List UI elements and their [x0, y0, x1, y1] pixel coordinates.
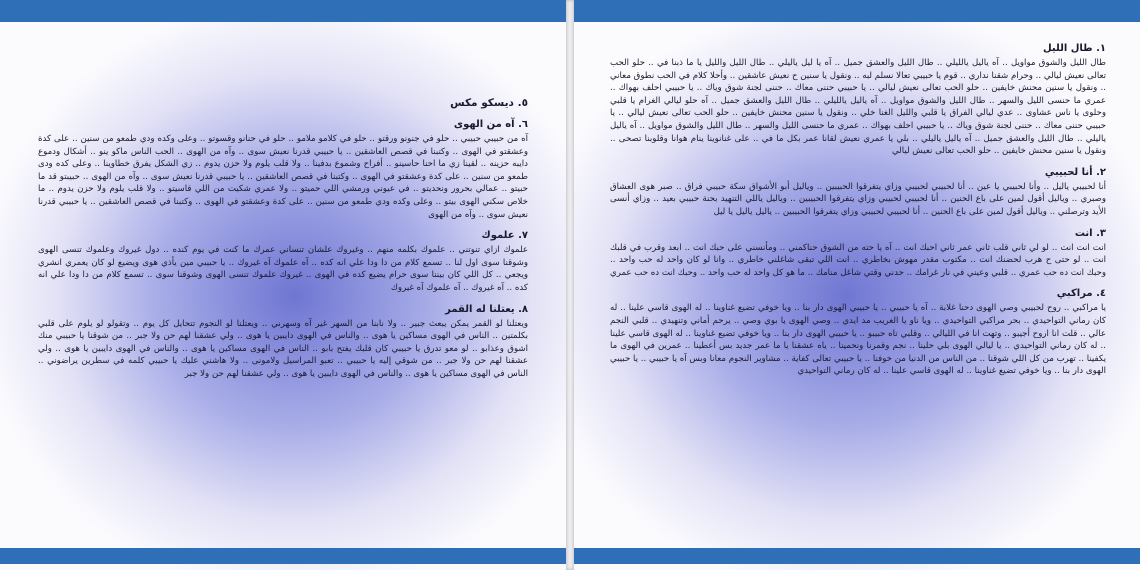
song-title: ٤. مراكبي — [1056, 288, 1106, 300]
song-lyrics: يا مراكبي .. روح لحبيبي وصي الهوى دحنا غلابة .. آه يا حبيبي .. يا حبيبي الهوى دار بنا .. ويا خوفي تضيع غناوينا .. له الهوى قاسي علينا .. له كان رماني التواحيدي .. بحر مراكبي التواحيدي .. ويا ناو يا الغريب مد ايدي .. وصي الهوى يا بوي وصي .. يرحم أماني وتنهيدي .. قلبي النجم عالي .. قلت انا اروح أجيبو .. وتهت انا في الليالي .. وقلبي تاه حبيبو .. يا حبيبي الهوى دار بنا .. ويا خوفي تضيع غناوينا .. له الهوى قاسي علينا .. له كان رماني التواحيدي .. يا ليالي الهوى بلي حلينا .. نجم وقمرنا ونحمينا .. ياه عشقنا يا ما عمر جديد بس أعطينا .. عمرين في الهوى ما يكفينا .. تهرب من كل اللي شوقنا .. من الناس من الدنيا من خوفنا .. يا حبيبي تعالى كفاية .. مشاوير النجوم معانا وبس آه يا حبيبي .. يا حبيبي الهوى دار بنا .. ويا خوفي تضيع غناوينا .. له الهوى قاسي علينا .. له كان رماني التواحيدي — [610, 303, 1106, 377]
song-title: ٧. علموك — [481, 230, 528, 242]
song-title: ٣. انت — [1074, 227, 1106, 239]
song-7 — [38, 229, 528, 294]
song-title: ٨. يعتلنا له القمر — [445, 303, 528, 315]
song-title: ٦. آه من الهوى — [453, 119, 528, 130]
bottom-border-bar-right — [574, 548, 1140, 564]
bottom-border-bar-left — [0, 548, 566, 564]
song-lyrics: انت انت انت .. لو لي ثاني قلب ثاني عمر ثاني احبك انت .. آه يا حته من الشوق حناكمني .. ومأنسني على حبك انت .. ابعد وقرب في قلبك انت .. لو حتى ح هرب لحضنك انت .. مكتوب مقدر مهوش بخاطري .. انت اللي تبقى شاغلني خاطري .. وانا لو كان واحد له حب واحد .. وحبك انت ده حب عمري .. قلبي وعيني في نار غرامك .. حدني وقتي شاغل منامك .. ما هو كل واحد له حب واحد .. وحبك انت ده حب عمري — [610, 242, 1106, 278]
song-title: ٢. أنا لحبيبي — [1044, 166, 1106, 178]
song-1 — [610, 42, 1106, 158]
song-lyrics: طال الليل والشوق مواويل .. آه ياليل يالليلي .. طال الليل والعشق جميل .. آه يا ليل ياليلي .. طال الليل والليل يا ما ذبنا في .. حلو الحب تعالى نعيش ليالي .. وحرام شقنا نداري .. قوم يا حبيبي تعالا نسلم لبه .. ونقول يا سنين ح نعيش عاشقين .. وأحلا كلام في الحب نطوق معاني .. ونقول يا سنين محنش خايفين .. حلو الحب تعالى نعيش ليالي .. يا حبيبي حننى معاك .. حننى لجنة شوق وياك .. يا حبيبي احلف بهواك .. عمري ما حنسى الليل والسهر .. طال الليل والشوق مواويل .. آه ياليل يالليلي .. طال الليل والعشق جميل .. آه حلو ليالي الغرام يا قلبي وحلوى يا ناس عشاوى .. عدي ليالي الفراق يا قلبي والليل الغنا خلي .. ونقول يا سنين محنش خايفين .. حلو الحب تعالى نعيش ليالي .. يا حبيبي حننى معاك .. حننى لجنة شوق وياك .. يا حبيبي احلف بهواك .. عمري ما حنسى الليل والسهر .. طال الليل والشوق مواويل .. آه ياليل ياليلي .. طال الليل والعشق جميل .. آه ياليل ياليلي .. بلي يا عمري نعيش لقانا عمر بكل ما في .. على غنانوينا ينام هوانا وقلوبنا تصحى .. ونقول يا سنين محنش خايفين .. حلو الحب تعالى نعيش ليالي — [610, 58, 1106, 157]
song-8 — [38, 303, 528, 381]
top-border-bar-left — [0, 0, 566, 22]
right-page-column — [610, 42, 1106, 386]
song-lyrics: أنا لحبيبي ياليل .. وأنا لحبيبي يا عين .. أنا لحبيبي لحبيبي وزاي يتفرقوا الحبيبين .. وياليل أبو الأشواق سكة حبيبي فراق .. صبر هوى العشاق وصبري .. وياليل أقول لمين على باع الحنين .. أنا لحبيبي لحبيبي وزاي يتفرقوا الحبيبين .. وياليل ياللي التنهيد بحنة حبيبي بعيد .. وزاي أنسى الأيد وترصلني .. وياليل أقول لمين على باع الحنين .. أنا لحبيبي لحبيبي وزاي يتفرقوا الحبيبين .. ياليل ياليل يا ليل — [610, 181, 1106, 217]
left-page — [0, 0, 566, 570]
song-6 — [38, 118, 528, 221]
song-lyrics: علموك ازاي تنوتني .. علموك بكلمه منهم .. وغيروك علشان تنساني عمرك ما كنت في يوم كنده .. دول غيروك وعلموك تنسى الهوى وشوقنا سوى اول لنا .. تسمع كلام من دا ودا علي انه كده .. آه علموك آه غيروك .. يا حبيبي مين يأذي هوى ويضيع لو كان يعمري انشري ويجعي .. كل اللي كان بيننا سوى حرام يضيع كده في الهوى .. غيروك علموك تنسى الهوى وشوقنا سوى .. تسمع كلام من دا ودا علي انه كده .. آه غيروك .. آه علموك آه غيروك — [38, 245, 528, 293]
song-2 — [610, 166, 1106, 219]
left-page-column — [38, 96, 528, 389]
song-title: ١. طال الليل — [1043, 43, 1106, 54]
section-title-disco-mix: ٥. ديسكو مكس — [450, 97, 528, 109]
top-border-bar-right — [574, 0, 1140, 22]
song-4 — [610, 287, 1106, 378]
right-page — [574, 0, 1140, 570]
song-lyrics: آه من حبيبي حبيبي .. حلو في جنونو ورقتو .. حلو في كلامو ملامو .. حلو في حنانو وقسوتو .. وعلى وكده ودي طمعو من سنين .. على كدة وعشقتو في الهوى .. وكتبنا في قصص العاشقين .. يا حبيبي قدرنا نعيش سوى .. وآه من الهوى .. الحب الناس ماكو ينو .. أشكال ودموع دايبه حزينه .. لقينا زي ما احنا حاسينو .. أفراح وشموع بدفينا .. ولا قلب يلوم ولا حزن يدوم .. زي الشكل يفرق خطاوينا .. وعلى كده ودى طمعو من سنين .. على كدة وعشقتو في الهوى .. وكتبنا في قصص العاشقين .. يا حبيبي قدرنا نعيش سوى .. وآه من الهوى .. حبيبتو قد ما حبيتو .. عمالي بحرور ونحديتو .. في عيوني ورمشي اللي حميتو .. ولا عمري شكيت من اللي قاسيتو .. ولا قلب يلوم ولا حزن يدوم .. ما خلاص سكني الهوى بيتو .. وعلى وكده ودي طمعو من سنين .. على كدة وعشقتو في الهوى .. وكتبنا في قصص العاشقين .. يا حبيبي قدرنا نعيش سوى .. وآه من الهوى — [38, 134, 528, 220]
book-gutter — [566, 0, 574, 570]
song-lyrics: ويعتلنا لو القمر يمكن يبعث جبير .. ولا نابنا من السهر غير آه وسهرني .. ويعتلنا لو النجوم تتحايل كل يوم .. وتقولو لو يلوم على قلبي بكلمتين .. الناس في الهوى مساكين يا هوى .. والناس في الهوى دايبين يا هوى .. ولي عشقنا لهم حن ولا جبر .. من شوقنا يا حبيبي منك اشوق وعذابو .. لو معو تدرق يا حبيبي كان قلبك يفتح بابو .. الناس في الهوى مساكين يا هوى .. والناس في الهوى دايبين يا هوى .. ولي عشقنا لهم حن ولا جبر .. من شوقي إليه يا حبيبي .. تعبو المراسيل ولامونى .. ولا هاشني عليك يا حبيبي كلمه في سطرين يراضوني .. الناس في الهوى مساكين يا هوى .. والناس في الهوى دايبين يا هوى .. ولي عشقنا لهم حن ولا جبر — [38, 318, 528, 379]
song-3 — [610, 227, 1106, 280]
